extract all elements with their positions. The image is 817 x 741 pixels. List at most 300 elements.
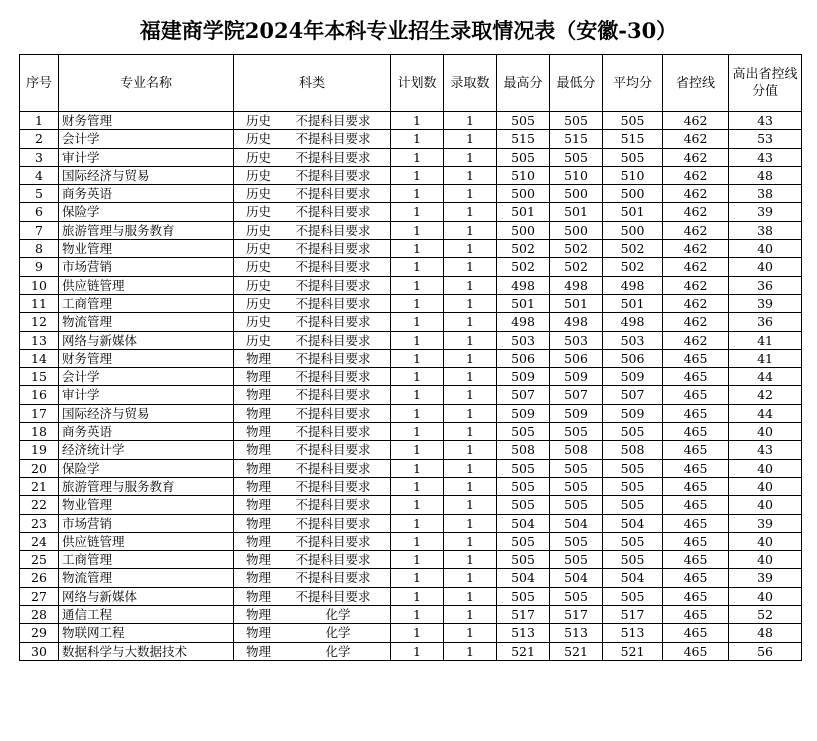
cell-admit: 1 xyxy=(444,258,497,276)
cell-avg: 502 xyxy=(603,240,663,258)
cell-subject: 物理 xyxy=(234,404,292,422)
cell-avg: 505 xyxy=(603,477,663,495)
cell-min: 517 xyxy=(550,606,603,624)
cell-seq: 25 xyxy=(20,551,59,569)
cell-requirement: 不提科目要求 xyxy=(292,148,391,166)
cell-control: 462 xyxy=(663,276,729,294)
cell-plan: 1 xyxy=(391,221,444,239)
cell-admit: 1 xyxy=(444,203,497,221)
cell-subject: 历史 xyxy=(234,112,292,130)
cell-avg: 500 xyxy=(603,221,663,239)
cell-avg: 517 xyxy=(603,606,663,624)
cell-requirement: 不提科目要求 xyxy=(292,459,391,477)
cell-above: 41 xyxy=(729,349,802,367)
table-row xyxy=(20,368,802,386)
cell-avg: 515 xyxy=(603,130,663,148)
cell-admit: 1 xyxy=(444,606,497,624)
cell-seq: 6 xyxy=(20,203,59,221)
cell-above: 38 xyxy=(729,221,802,239)
cell-avg: 500 xyxy=(603,185,663,203)
cell-admit: 1 xyxy=(444,148,497,166)
cell-subject: 历史 xyxy=(234,203,292,221)
cell-min: 515 xyxy=(550,130,603,148)
cell-above: 43 xyxy=(729,441,802,459)
cell-plan: 1 xyxy=(391,496,444,514)
table-row xyxy=(20,606,802,624)
cell-requirement: 化学 xyxy=(292,606,391,624)
cell-seq: 5 xyxy=(20,185,59,203)
cell-subject: 历史 xyxy=(234,166,292,184)
cell-max: 509 xyxy=(497,368,550,386)
cell-admit: 1 xyxy=(444,386,497,404)
cell-major: 财务管理 xyxy=(59,112,234,130)
cell-control: 465 xyxy=(663,459,729,477)
cell-avg: 505 xyxy=(603,532,663,550)
cell-above: 53 xyxy=(729,130,802,148)
cell-control: 462 xyxy=(663,313,729,331)
cell-subject: 历史 xyxy=(234,331,292,349)
cell-plan: 1 xyxy=(391,404,444,422)
table-row xyxy=(20,514,802,532)
cell-plan: 1 xyxy=(391,368,444,386)
page-title: 福建商学院2024年本科专业招生录取情况表（安徽-30） xyxy=(139,18,678,43)
table-row xyxy=(20,294,802,312)
table-row xyxy=(20,331,802,349)
cell-subject: 物理 xyxy=(234,441,292,459)
cell-above: 48 xyxy=(729,624,802,642)
cell-avg: 504 xyxy=(603,569,663,587)
cell-min: 509 xyxy=(550,404,603,422)
cell-major: 国际经济与贸易 xyxy=(59,166,234,184)
cell-subject: 物理 xyxy=(234,624,292,642)
cell-above: 40 xyxy=(729,423,802,441)
cell-max: 510 xyxy=(497,166,550,184)
cell-control: 465 xyxy=(663,642,729,660)
table-row xyxy=(20,130,802,148)
cell-max: 513 xyxy=(497,624,550,642)
cell-control: 465 xyxy=(663,349,729,367)
cell-max: 501 xyxy=(497,203,550,221)
cell-above: 36 xyxy=(729,276,802,294)
cell-avg: 521 xyxy=(603,642,663,660)
cell-admit: 1 xyxy=(444,368,497,386)
cell-major: 物联网工程 xyxy=(59,624,234,642)
cell-above: 48 xyxy=(729,166,802,184)
cell-requirement: 不提科目要求 xyxy=(292,368,391,386)
cell-major: 商务英语 xyxy=(59,185,234,203)
cell-requirement: 不提科目要求 xyxy=(292,423,391,441)
cell-requirement: 不提科目要求 xyxy=(292,112,391,130)
cell-seq: 28 xyxy=(20,606,59,624)
table-row xyxy=(20,551,802,569)
cell-subject: 物理 xyxy=(234,496,292,514)
cell-min: 521 xyxy=(550,642,603,660)
cell-min: 505 xyxy=(550,477,603,495)
table-header-row xyxy=(20,55,802,112)
cell-plan: 1 xyxy=(391,240,444,258)
cell-control: 465 xyxy=(663,386,729,404)
cell-above: 40 xyxy=(729,532,802,550)
cell-plan: 1 xyxy=(391,294,444,312)
cell-avg: 503 xyxy=(603,331,663,349)
cell-avg: 504 xyxy=(603,514,663,532)
cell-max: 505 xyxy=(497,148,550,166)
cell-requirement: 不提科目要求 xyxy=(292,404,391,422)
cell-requirement: 不提科目要求 xyxy=(292,240,391,258)
cell-requirement: 不提科目要求 xyxy=(292,441,391,459)
cell-requirement: 化学 xyxy=(292,642,391,660)
cell-seq: 26 xyxy=(20,569,59,587)
cell-min: 498 xyxy=(550,313,603,331)
table-row xyxy=(20,587,802,605)
cell-plan: 1 xyxy=(391,514,444,532)
cell-plan: 1 xyxy=(391,349,444,367)
table-row xyxy=(20,166,802,184)
cell-control: 465 xyxy=(663,423,729,441)
cell-admit: 1 xyxy=(444,477,497,495)
cell-seq: 27 xyxy=(20,587,59,605)
cell-plan: 1 xyxy=(391,569,444,587)
cell-subject: 物理 xyxy=(234,606,292,624)
cell-seq: 1 xyxy=(20,112,59,130)
cell-avg: 505 xyxy=(603,551,663,569)
cell-above: 42 xyxy=(729,386,802,404)
cell-max: 517 xyxy=(497,606,550,624)
header-seq: 序号 xyxy=(20,55,59,112)
cell-admit: 1 xyxy=(444,551,497,569)
cell-min: 508 xyxy=(550,441,603,459)
cell-max: 505 xyxy=(497,532,550,550)
cell-seq: 21 xyxy=(20,477,59,495)
table-body xyxy=(20,112,802,661)
cell-avg: 498 xyxy=(603,276,663,294)
cell-plan: 1 xyxy=(391,459,444,477)
cell-max: 505 xyxy=(497,423,550,441)
cell-admit: 1 xyxy=(444,514,497,532)
cell-avg: 510 xyxy=(603,166,663,184)
cell-avg: 507 xyxy=(603,386,663,404)
cell-above: 44 xyxy=(729,368,802,386)
cell-major: 物业管理 xyxy=(59,496,234,514)
table-row xyxy=(20,185,802,203)
cell-plan: 1 xyxy=(391,587,444,605)
cell-major: 物流管理 xyxy=(59,313,234,331)
table-row xyxy=(20,349,802,367)
cell-requirement: 不提科目要求 xyxy=(292,551,391,569)
cell-avg: 501 xyxy=(603,294,663,312)
header-avg: 平均分 xyxy=(603,55,663,112)
cell-major: 会计学 xyxy=(59,130,234,148)
cell-seq: 23 xyxy=(20,514,59,532)
cell-major: 保险学 xyxy=(59,203,234,221)
cell-subject: 历史 xyxy=(234,185,292,203)
cell-control: 462 xyxy=(663,185,729,203)
cell-control: 462 xyxy=(663,112,729,130)
cell-above: 43 xyxy=(729,112,802,130)
cell-control: 465 xyxy=(663,551,729,569)
header-major: 专业名称 xyxy=(59,55,234,112)
table-row xyxy=(20,532,802,550)
cell-control: 465 xyxy=(663,606,729,624)
cell-plan: 1 xyxy=(391,148,444,166)
cell-control: 465 xyxy=(663,624,729,642)
cell-subject: 物理 xyxy=(234,386,292,404)
cell-max: 504 xyxy=(497,569,550,587)
cell-max: 500 xyxy=(497,221,550,239)
cell-above: 40 xyxy=(729,459,802,477)
cell-major: 商务英语 xyxy=(59,423,234,441)
cell-plan: 1 xyxy=(391,642,444,660)
table-row xyxy=(20,423,802,441)
cell-major: 网络与新媒体 xyxy=(59,331,234,349)
cell-requirement: 不提科目要求 xyxy=(292,203,391,221)
cell-seq: 2 xyxy=(20,130,59,148)
cell-admit: 1 xyxy=(444,166,497,184)
cell-plan: 1 xyxy=(391,441,444,459)
cell-subject: 物理 xyxy=(234,587,292,605)
cell-max: 502 xyxy=(497,258,550,276)
cell-avg: 498 xyxy=(603,313,663,331)
table-row xyxy=(20,624,802,642)
cell-admit: 1 xyxy=(444,441,497,459)
header-min: 最低分 xyxy=(550,55,603,112)
cell-control: 465 xyxy=(663,404,729,422)
cell-admit: 1 xyxy=(444,331,497,349)
cell-requirement: 不提科目要求 xyxy=(292,313,391,331)
cell-seq: 18 xyxy=(20,423,59,441)
table-row xyxy=(20,441,802,459)
cell-min: 503 xyxy=(550,331,603,349)
cell-min: 505 xyxy=(550,459,603,477)
cell-subject: 历史 xyxy=(234,276,292,294)
cell-control: 465 xyxy=(663,569,729,587)
cell-min: 500 xyxy=(550,221,603,239)
table-row xyxy=(20,258,802,276)
cell-admit: 1 xyxy=(444,221,497,239)
cell-above: 52 xyxy=(729,606,802,624)
cell-requirement: 不提科目要求 xyxy=(292,514,391,532)
cell-control: 462 xyxy=(663,331,729,349)
cell-subject: 历史 xyxy=(234,148,292,166)
cell-min: 500 xyxy=(550,185,603,203)
cell-seq: 30 xyxy=(20,642,59,660)
cell-above: 40 xyxy=(729,477,802,495)
cell-subject: 物理 xyxy=(234,514,292,532)
cell-requirement: 不提科目要求 xyxy=(292,569,391,587)
cell-min: 504 xyxy=(550,514,603,532)
cell-above: 40 xyxy=(729,551,802,569)
cell-control: 462 xyxy=(663,294,729,312)
cell-subject: 历史 xyxy=(234,294,292,312)
cell-above: 39 xyxy=(729,514,802,532)
cell-above: 39 xyxy=(729,294,802,312)
cell-seq: 13 xyxy=(20,331,59,349)
cell-seq: 24 xyxy=(20,532,59,550)
header-max: 最高分 xyxy=(497,55,550,112)
cell-seq: 19 xyxy=(20,441,59,459)
cell-min: 510 xyxy=(550,166,603,184)
cell-min: 505 xyxy=(550,496,603,514)
cell-min: 505 xyxy=(550,148,603,166)
cell-control: 462 xyxy=(663,240,729,258)
cell-min: 498 xyxy=(550,276,603,294)
cell-subject: 物理 xyxy=(234,642,292,660)
cell-plan: 1 xyxy=(391,258,444,276)
table-row xyxy=(20,404,802,422)
cell-seq: 9 xyxy=(20,258,59,276)
cell-major: 国际经济与贸易 xyxy=(59,404,234,422)
cell-subject: 历史 xyxy=(234,240,292,258)
cell-subject: 历史 xyxy=(234,313,292,331)
cell-plan: 1 xyxy=(391,203,444,221)
cell-requirement: 不提科目要求 xyxy=(292,258,391,276)
cell-admit: 1 xyxy=(444,294,497,312)
cell-control: 462 xyxy=(663,258,729,276)
cell-plan: 1 xyxy=(391,331,444,349)
cell-major: 物业管理 xyxy=(59,240,234,258)
cell-subject: 物理 xyxy=(234,368,292,386)
table-row xyxy=(20,459,802,477)
cell-max: 503 xyxy=(497,331,550,349)
cell-seq: 17 xyxy=(20,404,59,422)
cell-above: 44 xyxy=(729,404,802,422)
cell-requirement: 不提科目要求 xyxy=(292,477,391,495)
cell-above: 39 xyxy=(729,203,802,221)
cell-seq: 15 xyxy=(20,368,59,386)
cell-control: 465 xyxy=(663,441,729,459)
cell-plan: 1 xyxy=(391,276,444,294)
cell-subject: 历史 xyxy=(234,130,292,148)
cell-max: 506 xyxy=(497,349,550,367)
cell-avg: 501 xyxy=(603,203,663,221)
cell-requirement: 不提科目要求 xyxy=(292,349,391,367)
cell-major: 旅游管理与服务教育 xyxy=(59,477,234,495)
cell-avg: 509 xyxy=(603,368,663,386)
table-row xyxy=(20,276,802,294)
cell-requirement: 不提科目要求 xyxy=(292,386,391,404)
cell-plan: 1 xyxy=(391,624,444,642)
cell-max: 502 xyxy=(497,240,550,258)
cell-admit: 1 xyxy=(444,313,497,331)
cell-max: 505 xyxy=(497,587,550,605)
cell-requirement: 不提科目要求 xyxy=(292,130,391,148)
cell-admit: 1 xyxy=(444,404,497,422)
cell-plan: 1 xyxy=(391,551,444,569)
cell-requirement: 不提科目要求 xyxy=(292,294,391,312)
cell-max: 505 xyxy=(497,112,550,130)
cell-min: 513 xyxy=(550,624,603,642)
cell-major: 供应链管理 xyxy=(59,532,234,550)
cell-max: 515 xyxy=(497,130,550,148)
cell-min: 505 xyxy=(550,532,603,550)
cell-control: 462 xyxy=(663,130,729,148)
table-row xyxy=(20,569,802,587)
cell-plan: 1 xyxy=(391,185,444,203)
cell-above: 43 xyxy=(729,148,802,166)
cell-min: 507 xyxy=(550,386,603,404)
cell-admit: 1 xyxy=(444,276,497,294)
cell-control: 462 xyxy=(663,221,729,239)
cell-plan: 1 xyxy=(391,112,444,130)
cell-requirement: 化学 xyxy=(292,624,391,642)
table-row xyxy=(20,386,802,404)
table-row xyxy=(20,496,802,514)
cell-admit: 1 xyxy=(444,569,497,587)
header-above: 高出省控线分值 xyxy=(729,55,802,112)
cell-plan: 1 xyxy=(391,532,444,550)
cell-subject: 物理 xyxy=(234,569,292,587)
cell-max: 498 xyxy=(497,276,550,294)
cell-seq: 4 xyxy=(20,166,59,184)
cell-seq: 16 xyxy=(20,386,59,404)
cell-max: 505 xyxy=(497,477,550,495)
cell-avg: 505 xyxy=(603,148,663,166)
cell-seq: 7 xyxy=(20,221,59,239)
cell-max: 508 xyxy=(497,441,550,459)
cell-subject: 物理 xyxy=(234,423,292,441)
cell-major: 审计学 xyxy=(59,148,234,166)
cell-seq: 8 xyxy=(20,240,59,258)
cell-major: 保险学 xyxy=(59,459,234,477)
table-row xyxy=(20,112,802,130)
cell-avg: 505 xyxy=(603,459,663,477)
cell-avg: 505 xyxy=(603,496,663,514)
cell-major: 会计学 xyxy=(59,368,234,386)
cell-requirement: 不提科目要求 xyxy=(292,221,391,239)
cell-requirement: 不提科目要求 xyxy=(292,532,391,550)
cell-min: 506 xyxy=(550,349,603,367)
cell-seq: 22 xyxy=(20,496,59,514)
cell-avg: 513 xyxy=(603,624,663,642)
cell-avg: 502 xyxy=(603,258,663,276)
admission-table xyxy=(19,54,802,661)
cell-requirement: 不提科目要求 xyxy=(292,166,391,184)
cell-subject: 物理 xyxy=(234,459,292,477)
cell-plan: 1 xyxy=(391,606,444,624)
header-category: 科类 xyxy=(234,55,391,112)
cell-seq: 20 xyxy=(20,459,59,477)
cell-above: 36 xyxy=(729,313,802,331)
cell-avg: 506 xyxy=(603,349,663,367)
table-row xyxy=(20,642,802,660)
cell-control: 465 xyxy=(663,514,729,532)
cell-plan: 1 xyxy=(391,386,444,404)
cell-avg: 508 xyxy=(603,441,663,459)
cell-control: 462 xyxy=(663,148,729,166)
cell-seq: 14 xyxy=(20,349,59,367)
cell-admit: 1 xyxy=(444,642,497,660)
cell-major: 审计学 xyxy=(59,386,234,404)
cell-control: 465 xyxy=(663,496,729,514)
cell-subject: 物理 xyxy=(234,349,292,367)
cell-control: 465 xyxy=(663,532,729,550)
cell-above: 39 xyxy=(729,569,802,587)
cell-min: 505 xyxy=(550,112,603,130)
cell-major: 市场营销 xyxy=(59,514,234,532)
cell-plan: 1 xyxy=(391,477,444,495)
cell-above: 40 xyxy=(729,587,802,605)
cell-min: 502 xyxy=(550,240,603,258)
header-control: 省控线 xyxy=(663,55,729,112)
cell-subject: 历史 xyxy=(234,258,292,276)
table-row xyxy=(20,240,802,258)
cell-max: 505 xyxy=(497,551,550,569)
cell-major: 旅游管理与服务教育 xyxy=(59,221,234,239)
cell-plan: 1 xyxy=(391,313,444,331)
cell-above: 40 xyxy=(729,258,802,276)
table-row xyxy=(20,477,802,495)
cell-min: 509 xyxy=(550,368,603,386)
